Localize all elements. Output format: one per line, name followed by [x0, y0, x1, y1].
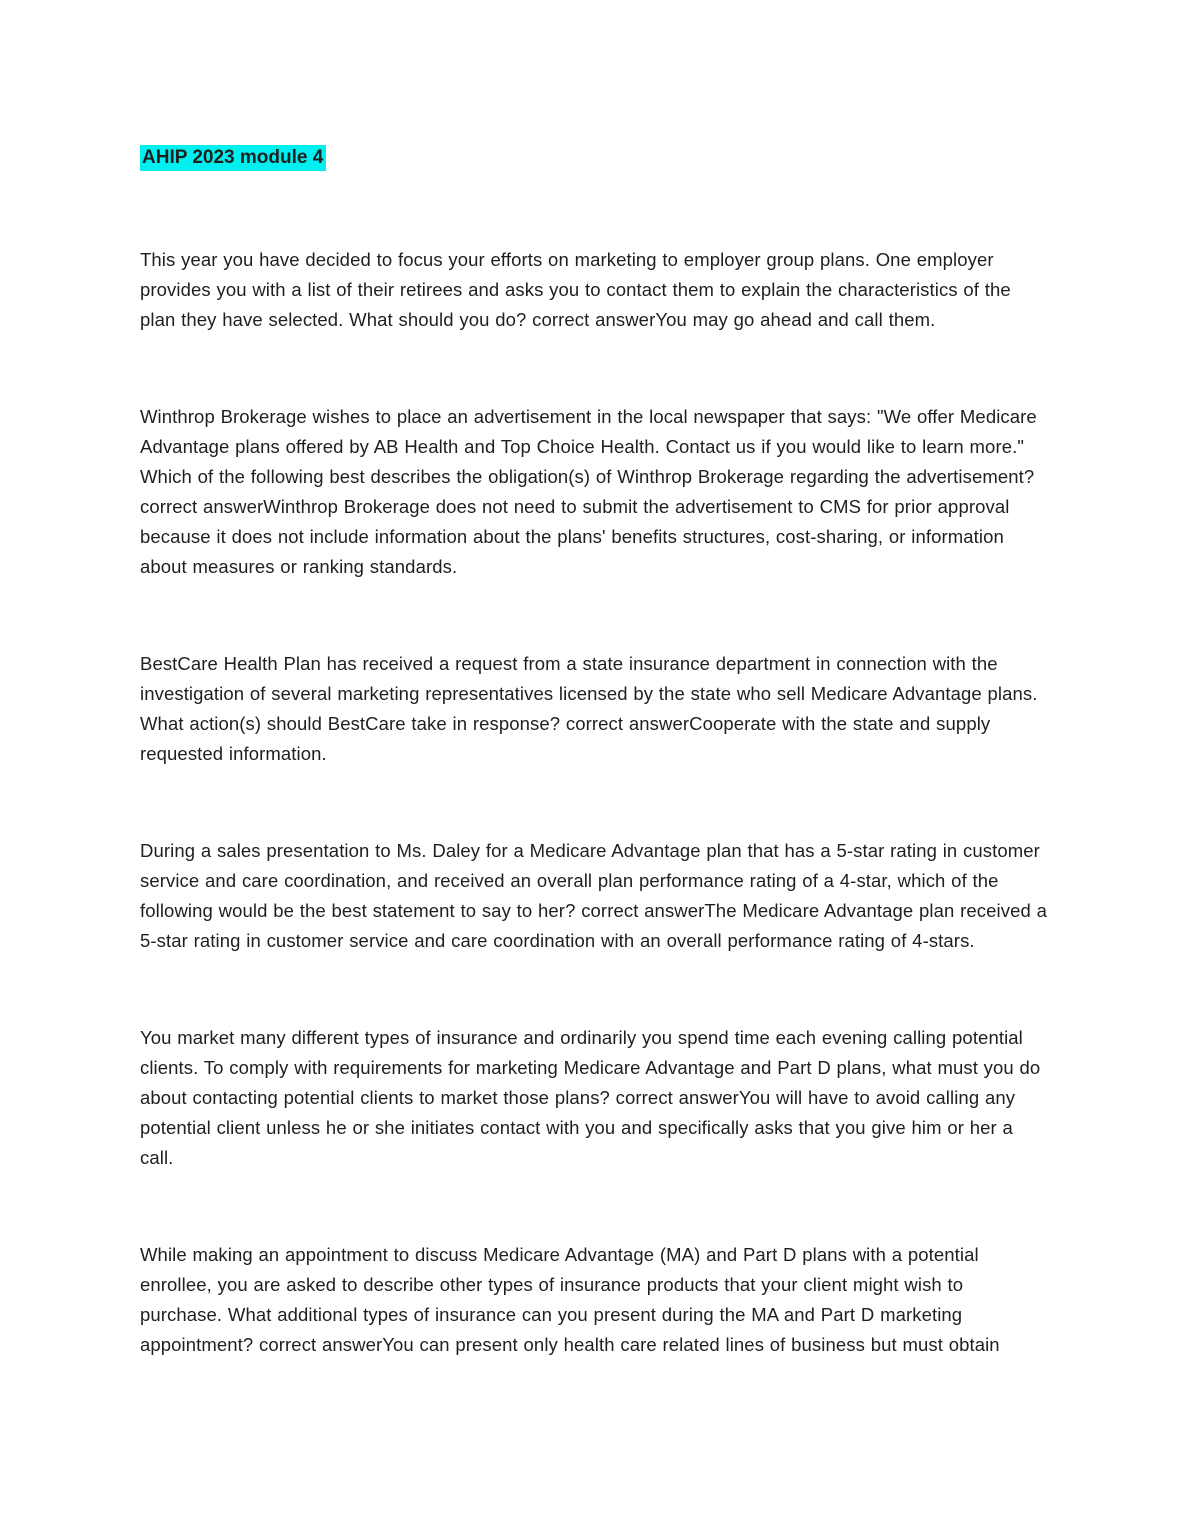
paragraph-2: Winthrop Brokerage wishes to place an advertisement in the local newspaper that says: "We offer Medicare Advantage plans offered by AB Health and Top Choice Health. Contact us if you would like to learn more." Which of the following best describes the obligation(s) of Winthrop Brokerage regarding the advertisement? correct answerWinthrop Brokerage does not need to submit the advertisement to CMS for prior approval because it does not include information about the plans' benefits structures, cost-sharing, or information about measures or ranking standards. — [140, 406, 1037, 577]
paragraph-4: During a sales presentation to Ms. Daley for a Medicare Advantage plan that has a 5-star rating in customer service and care coordination, and received an overall plan performance rating of a 4-star, which of the following would be the best statement to say to her? correct answerThe Medicare Advantage plan received a 5-star rating in customer service and care coordination with an overall performance rating of 4-stars. — [140, 840, 1048, 951]
paragraph-3: BestCare Health Plan has received a request from a state insurance department in connection with the investigation of several marketing representatives licensed by the state who sell Medicare Advantage plans. What action(s) should BestCare take in response? correct answerCooperate with the state and supply requested information. — [140, 653, 1038, 764]
paragraph-5: You market many different types of insurance and ordinarily you spend time each evening calling potential clients. To comply with requirements for marketing Medicare Advantage and Part D plans, what must you do about contacting potential clients to market those plans? correct answerYou will have to avoid calling any potential client unless he or she initiates contact with you and specifically asks that you give him or her a call. — [140, 1027, 1041, 1168]
document-title — [140, 143, 1050, 173]
document-title-highlight: AHIP 2023 module 4 — [140, 145, 326, 171]
paragraph-1: This year you have decided to focus your efforts on marketing to employer group plans. One employer provides you with a list of their retirees and asks you to contact them to explain the characteristics of the plan they have selected. What should you do? correct answerYou may go ahead and call them. — [140, 249, 1011, 330]
paragraph-6: While making an appointment to discuss Medicare Advantage (MA) and Part D plans with a potential enrollee, you are asked to describe other types of insurance products that your client might wish to purchase. What additional types of insurance can you present during the MA and Part D marketing appointment? correct answerYou can present only health care related lines of business but must obtain — [140, 1244, 1000, 1355]
